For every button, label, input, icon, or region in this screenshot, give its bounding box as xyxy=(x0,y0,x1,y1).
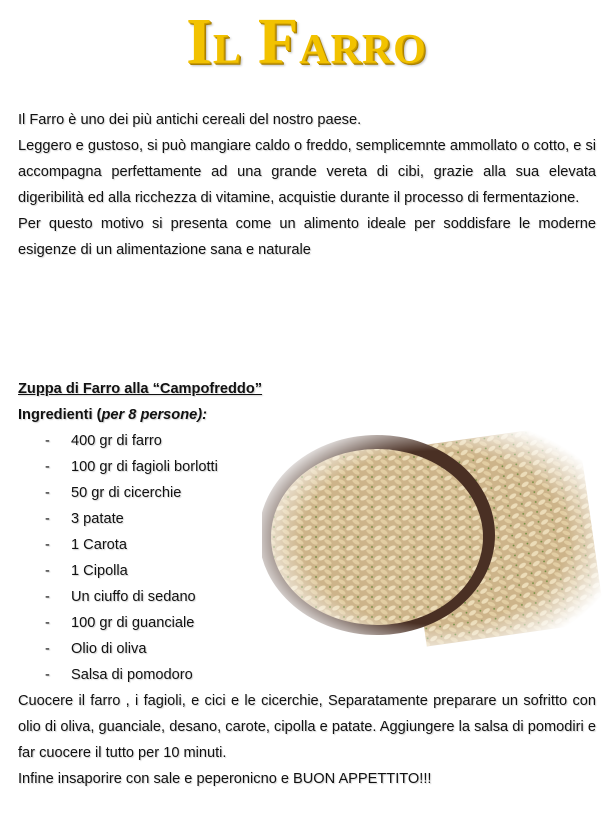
bullet: - xyxy=(45,511,50,527)
ingredient: Un ciuffo di sedano xyxy=(71,589,196,605)
method-paragraph: Infine insaporire con sale e peperonicno e BUON APPETTITO!!! xyxy=(18,771,432,787)
bullet: - xyxy=(45,459,50,475)
intro-text xyxy=(18,107,596,263)
bullet: - xyxy=(45,563,50,579)
ingredient: 3 patate xyxy=(71,511,124,527)
list-item xyxy=(18,584,598,610)
title-text: arro xyxy=(299,10,427,76)
bullet: - xyxy=(45,589,50,605)
list-item xyxy=(18,532,598,558)
list-item xyxy=(18,428,598,454)
title-letter: I xyxy=(186,5,213,78)
intro-paragraph: Il Farro è uno dei più antichi cereali del nostro paese. xyxy=(18,112,362,128)
ingredient: 100 gr di guanciale xyxy=(71,615,195,631)
ingredient: 1 Cipolla xyxy=(71,563,128,579)
intro-paragraph: Leggero e gustoso, si può mangiare caldo o freddo, semplicemnte ammollato o cotto, e si accompagna perfettamente ad una grande vereta di cibi, grazie alla sua elevata digeribilità ed alla ricchezza di vitamine, acquistie durante il processo di fermentazione. xyxy=(18,138,596,206)
bullet: - xyxy=(45,615,50,631)
ingredients-heading xyxy=(18,402,598,428)
ingredient: 100 gr di fagioli borlotti xyxy=(71,459,218,475)
bullet: - xyxy=(45,433,50,449)
bullet: - xyxy=(45,641,50,657)
list-item xyxy=(18,454,598,480)
list-item xyxy=(18,662,598,688)
ingredient: Salsa di pomodoro xyxy=(71,667,193,683)
ingredient: 1 Carota xyxy=(71,537,127,553)
list-item xyxy=(18,558,598,584)
bullet: - xyxy=(45,485,50,501)
list-item xyxy=(18,610,598,636)
method-text xyxy=(18,688,596,792)
servings-label: per 8 persone): xyxy=(101,407,207,423)
ingredient: Olio di oliva xyxy=(71,641,147,657)
bullet: - xyxy=(45,537,50,553)
ingredient: 400 gr di farro xyxy=(71,433,162,449)
list-item xyxy=(18,636,598,662)
method-paragraph: Cuocere il farro , i fagioli, e cici e le cicerchie, Separatamente preparare un sofritto con olio di oliva, guanciale, desano, carote, cipolla e patate. Aggiungere la salsa di pomodiri e far cuocere il tutto per 10 minuti. xyxy=(18,693,596,761)
bullet: - xyxy=(45,667,50,683)
title-letter: F xyxy=(257,5,300,78)
list-item xyxy=(18,480,598,506)
list-item xyxy=(18,506,598,532)
recipe-title: Zuppa di Farro alla “Campofreddo” xyxy=(18,381,263,397)
intro-paragraph: Per questo motivo si presenta come un alimento ideale per soddisfare le moderne esigenze di un alimentazione sana e naturale xyxy=(18,216,596,258)
ingredients-label: Ingredienti ( xyxy=(18,407,102,423)
title-text: l xyxy=(212,10,242,76)
ingredient: 50 gr di cicerchie xyxy=(71,485,182,501)
ingredients-list xyxy=(18,428,598,688)
recipe-section xyxy=(18,376,598,792)
page-title xyxy=(0,6,613,79)
